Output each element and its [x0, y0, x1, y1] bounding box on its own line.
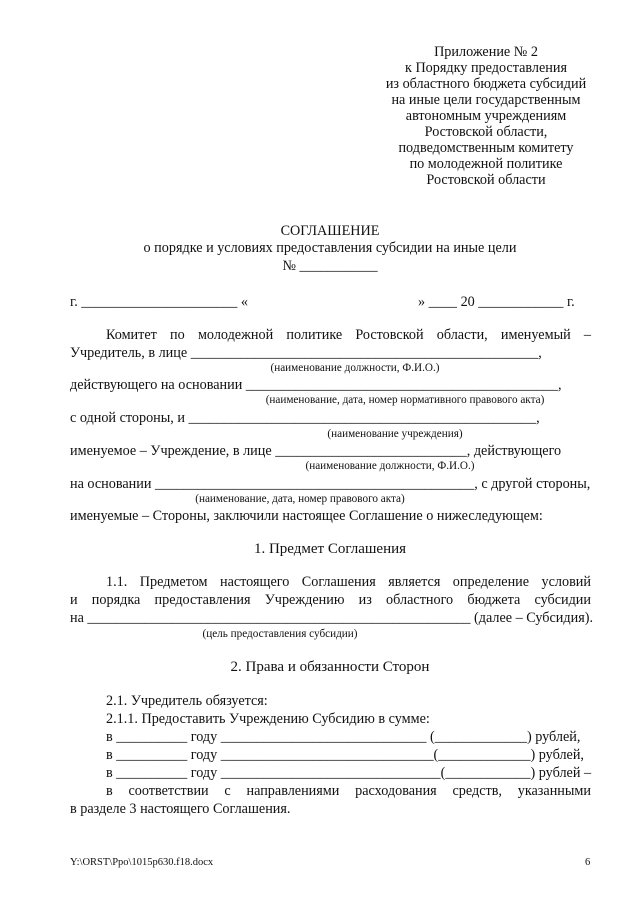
- amount-row: в __________ году _____________________________ (_____________) рублей,: [106, 729, 581, 745]
- field-hint: (наименование, дата, номер правового акта): [195, 493, 405, 505]
- appendix-line: по молодежной политике: [409, 156, 563, 172]
- appendix-line: Ростовской области,: [424, 124, 548, 140]
- section-1-text: 1.1. Предметом настоящего Соглашения является определение условий: [106, 574, 591, 590]
- preamble-line: действующего на основании ____________________________________________,: [70, 377, 562, 393]
- preamble-line: на основании _____________________________________________, с другой стороны,: [70, 476, 591, 492]
- appendix-line: подведомственным комитету: [398, 140, 574, 156]
- section-2-text: 2.1. Учредитель обязуется:: [106, 693, 268, 709]
- section-1-text: и порядка предоставления Учреждению из областного бюджета субсидии: [70, 592, 591, 608]
- field-hint: (наименование должности, Ф.И.О.): [270, 362, 440, 374]
- section-2-text: в разделе 3 настоящего Соглашения.: [70, 801, 291, 817]
- amount-row: в __________ году _______________________________(____________) рублей –: [106, 765, 592, 781]
- preamble-line: Комитет по молодежной политике Ростовской области, именуемый –: [106, 327, 591, 343]
- section-1-heading: 1. Предмет Соглашения: [253, 541, 407, 557]
- appendix-line: из областного бюджета субсидий: [385, 76, 587, 92]
- document-number: № ___________: [282, 258, 378, 274]
- appendix-line: к Порядку предоставления: [405, 60, 567, 76]
- preamble-line: именуемое – Учреждение, в лице ___________________________, действующего: [70, 443, 562, 459]
- amount-row: в __________ году ______________________________(_____________) рублей,: [106, 747, 584, 763]
- section-1-text: на ______________________________________________________ (далее – Субсидия).: [70, 610, 594, 626]
- field-hint: (наименование, дата, номер нормативного правового акта): [265, 394, 545, 406]
- appendix-line: Приложение № 2: [434, 44, 538, 60]
- document-title: СОГЛАШЕНИЕ: [280, 223, 380, 239]
- section-2-text: 2.1.1. Предоставить Учреждению Субсидию в сумме:: [106, 711, 430, 727]
- place-field: г. ______________________ «: [70, 294, 249, 310]
- date-field: » ____ 20 ____________ г.: [418, 294, 575, 310]
- footer-page-number: 6: [585, 857, 591, 868]
- preamble-line: с одной стороны, и _________________________________________________,: [70, 410, 540, 426]
- document-subtitle: о порядке и условиях предоставления субсидии на иные цели: [143, 240, 517, 256]
- field-hint: (наименование учреждения): [327, 428, 463, 440]
- appendix-line: автономным учреждениям: [405, 108, 567, 124]
- preamble-line: Учредитель, в лице _________________________________________________,: [70, 345, 542, 361]
- appendix-line: Ростовской области: [426, 172, 546, 188]
- field-hint: (наименование должности, Ф.И.О.): [305, 460, 475, 472]
- section-2-text: в соответствии с направлениями расходования средств, указанными: [106, 783, 591, 799]
- field-hint: (цель предоставления субсидии): [202, 628, 358, 640]
- appendix-line: на иные цели государственным: [391, 92, 581, 108]
- section-2-heading: 2. Права и обязанности Сторон: [230, 659, 430, 675]
- preamble-line: именуемые – Стороны, заключили настоящее Соглашение о нижеследующем:: [70, 508, 543, 524]
- footer-file-path: Y:\ORST\Ppo\1015p630.f18.docx: [70, 857, 214, 868]
